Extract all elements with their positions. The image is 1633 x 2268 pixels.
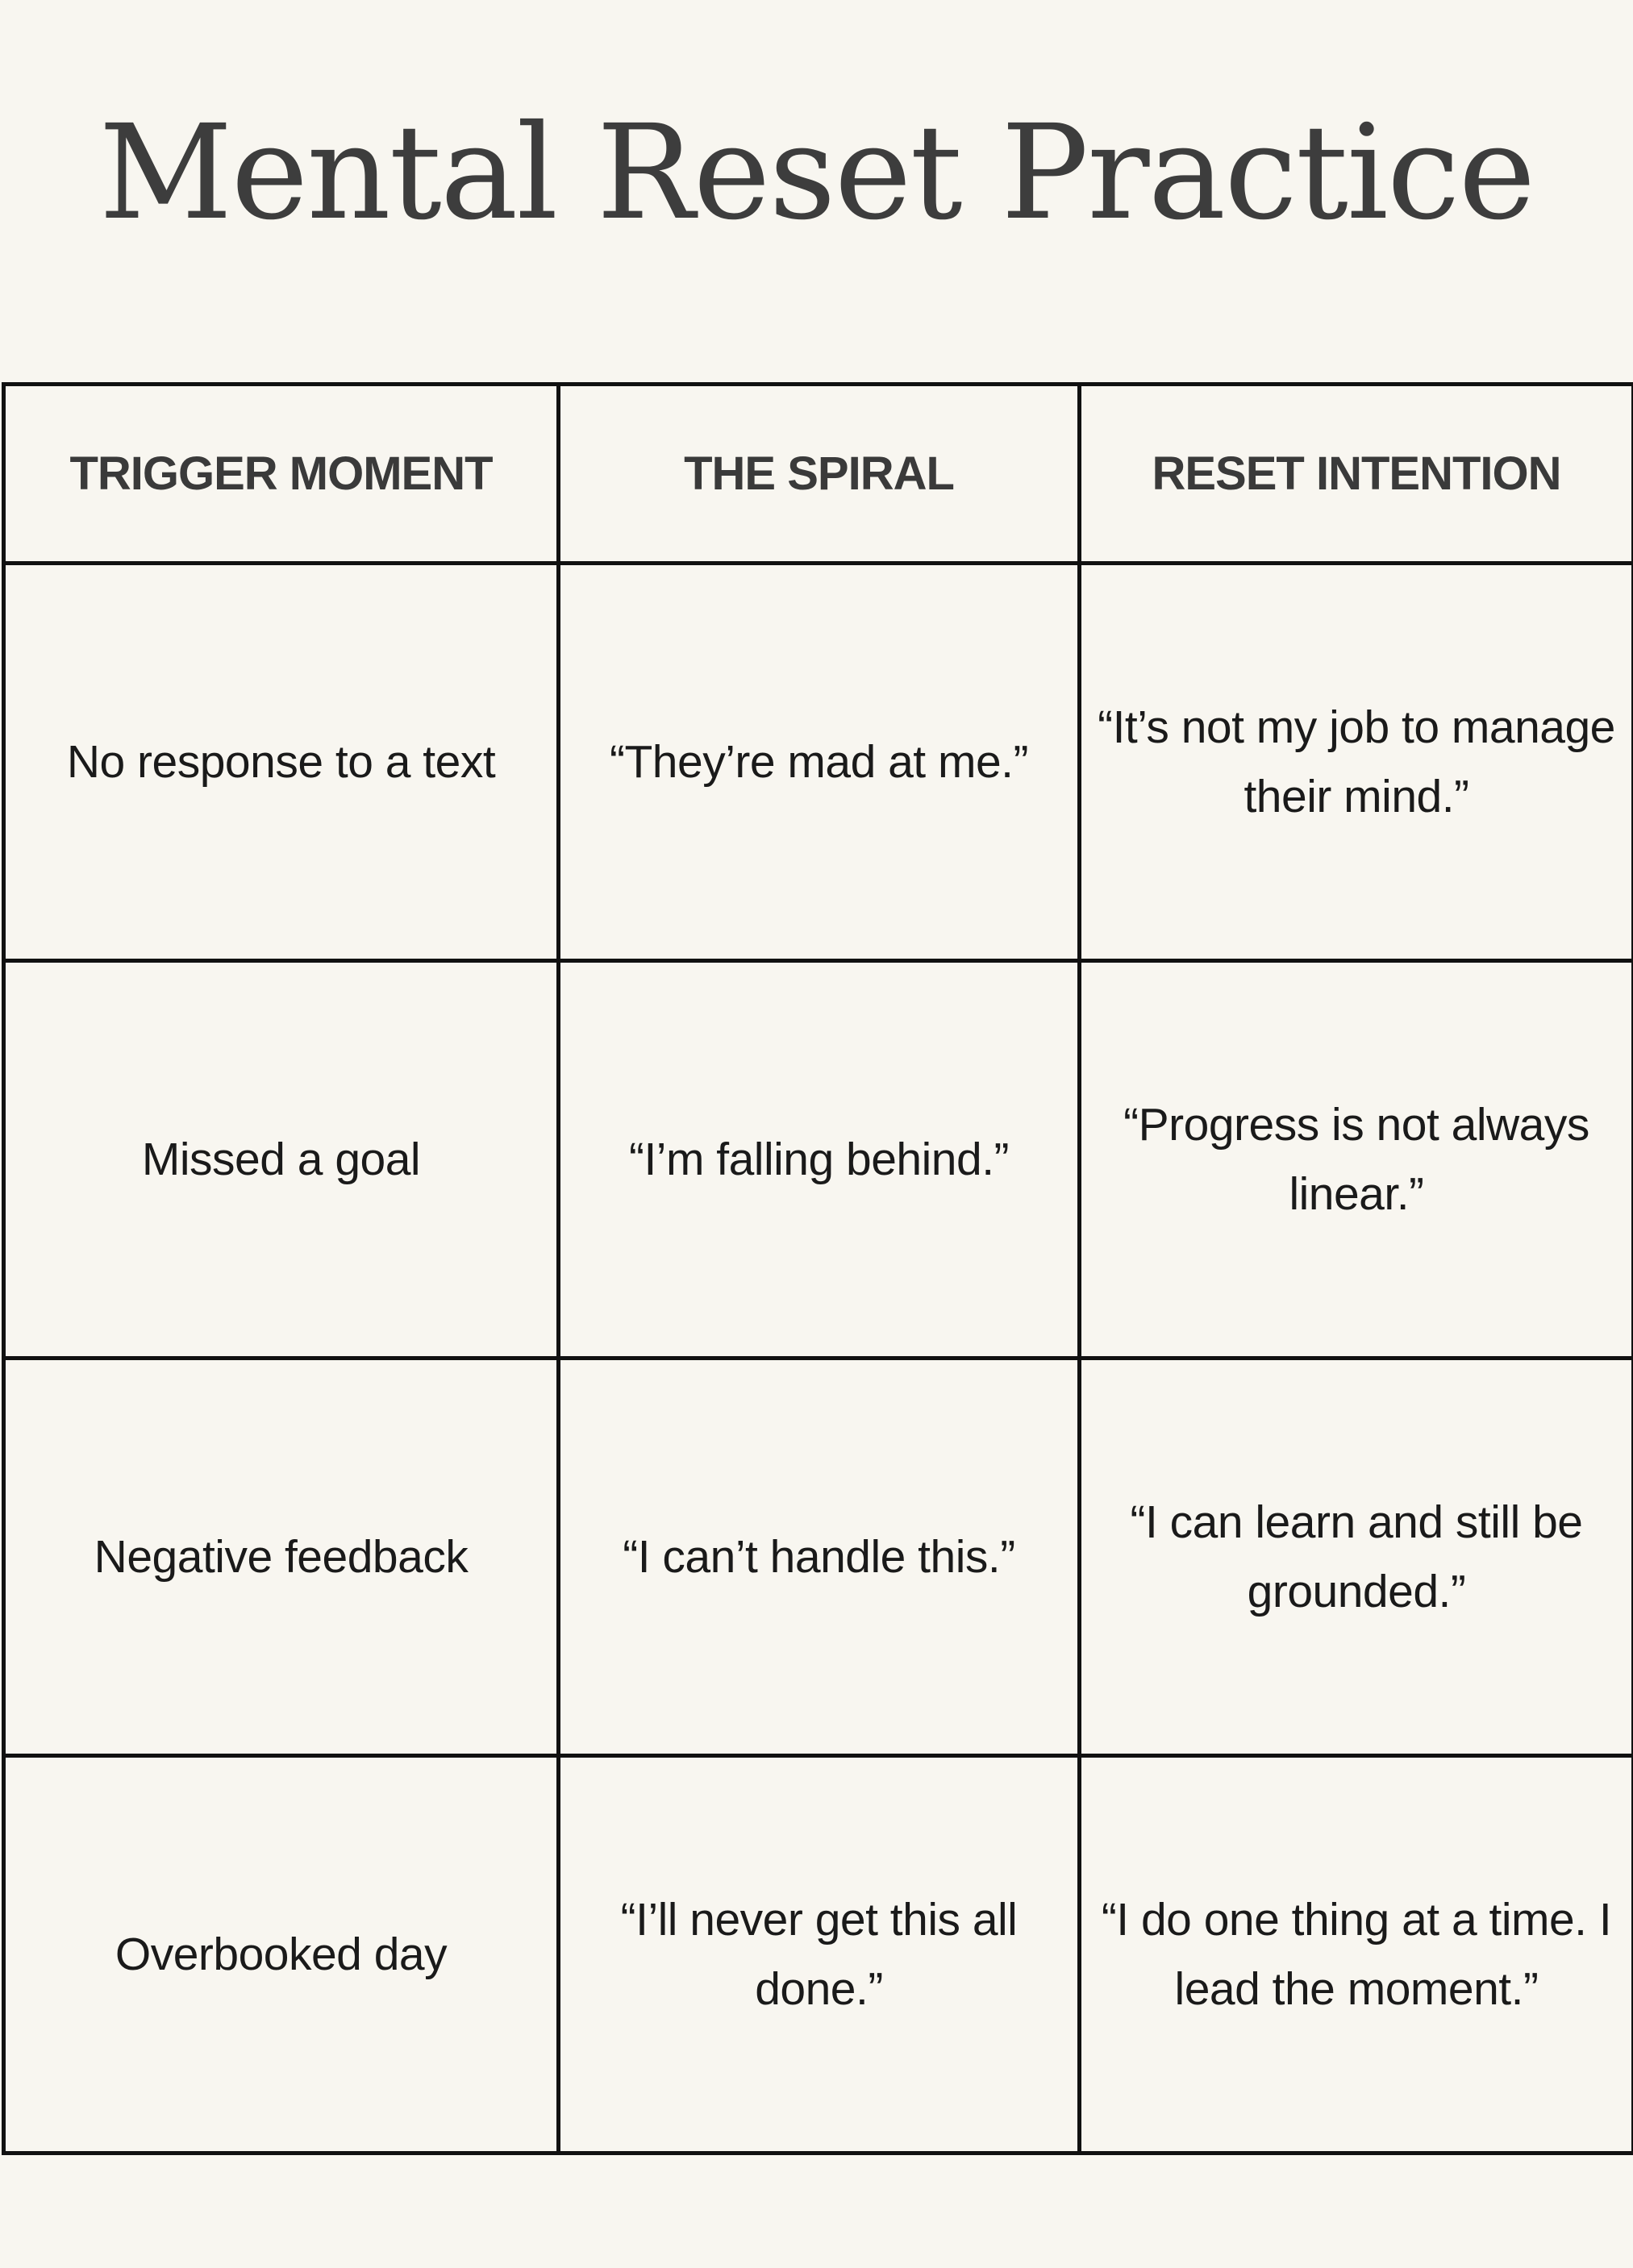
table-row — [4, 564, 1633, 961]
spiral-cell: “I’ll never get this all done.” — [559, 1756, 1080, 2154]
reset-cell: “Progress is not always linear.” — [1080, 961, 1633, 1359]
table-header-row — [4, 385, 1633, 564]
trigger-cell: Overbooked day — [4, 1756, 559, 2154]
header-reset-intention: RESET INTENTION — [1080, 385, 1633, 564]
trigger-cell: No response to a text — [4, 564, 559, 961]
reset-cell: “I do one thing at a time. I lead the moment.” — [1080, 1756, 1633, 2154]
reset-table — [2, 382, 1633, 2155]
spiral-cell: “I’m falling behind.” — [559, 961, 1080, 1359]
reset-cell: “I can learn and still be grounded.” — [1080, 1359, 1633, 1756]
table-row — [4, 961, 1633, 1359]
trigger-cell: Missed a goal — [4, 961, 559, 1359]
header-the-spiral: THE SPIRAL — [559, 385, 1080, 564]
table-row — [4, 1756, 1633, 2154]
page-title: Mental Reset Practice — [98, 98, 1535, 249]
reset-cell: “It’s not my job to manage their mind.” — [1080, 564, 1633, 961]
header-trigger-moment: TRIGGER MOMENT — [4, 385, 559, 564]
spiral-cell: “They’re mad at me.” — [559, 564, 1080, 961]
trigger-cell: Negative feedback — [4, 1359, 559, 1756]
table-row — [4, 1359, 1633, 1756]
spiral-cell: “I can’t handle this.” — [559, 1359, 1080, 1756]
